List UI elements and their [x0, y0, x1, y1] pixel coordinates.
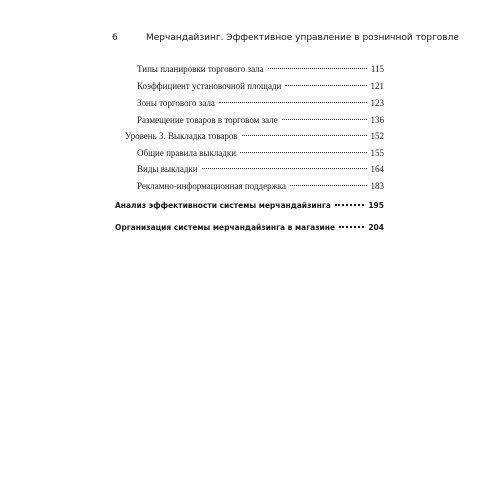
toc-entry	[137, 62, 384, 76]
toc-entry	[137, 96, 384, 110]
toc-entry-page: 155	[370, 148, 384, 158]
toc-dot-leader	[285, 85, 366, 86]
toc-dot-leader	[240, 152, 366, 153]
toc-entry-page: 115	[370, 64, 384, 74]
toc-entry-page: 204	[368, 223, 384, 232]
toc-entry-label: Размещение товаров в торговом зале	[137, 115, 278, 125]
toc-entry-page: 164	[370, 164, 384, 174]
toc-entry-page: 195	[368, 201, 384, 210]
toc-entry-page: 136	[370, 115, 384, 125]
toc-entry-label: Организация системы мерчандайзинга в магазине	[115, 223, 336, 232]
toc-dot-leader	[282, 119, 367, 120]
page-number: 6	[112, 33, 118, 43]
toc-entry	[137, 79, 384, 93]
toc-entry-label: Зоны торгового зала	[137, 98, 215, 108]
toc-dot-leader	[290, 185, 366, 186]
toc-section-entry	[115, 221, 384, 235]
toc-entry-page: 183	[370, 181, 384, 191]
toc-entry-page: 123	[370, 98, 384, 108]
toc-section-entry	[115, 199, 384, 213]
toc-entry-label: Уровень 3. Выкладка товаров	[125, 131, 238, 141]
toc-entry	[137, 179, 384, 193]
running-head-title: Мерчандайзинг. Эффективное управление в розничной торговле	[146, 33, 459, 43]
toc-entry	[137, 162, 384, 176]
toc-entry-label: Виды выкладки	[137, 164, 198, 174]
toc-entry-label: Анализ эффективности системы мерчандайзинга	[115, 201, 331, 210]
toc-entry	[125, 129, 384, 143]
toc-dot-leader	[339, 226, 364, 228]
toc-dot-leader	[268, 68, 367, 69]
toc-dot-leader	[219, 102, 367, 103]
toc-dot-leader	[335, 204, 365, 206]
toc-entry-label: Рекламно-информационная поддержка	[137, 181, 287, 191]
toc-entry	[137, 113, 384, 127]
toc-entry-label: Типы планировки торгового зала	[137, 64, 264, 74]
toc-entry-label: Коэффициент установочной площади	[137, 81, 282, 91]
toc-entry	[137, 146, 384, 160]
toc-entry-page: 152	[370, 131, 384, 141]
toc-dot-leader	[202, 168, 367, 169]
toc-entry-page: 121	[370, 81, 384, 91]
toc-entry-label: Общие правила выкладки	[137, 148, 237, 158]
toc-dot-leader	[242, 135, 367, 136]
